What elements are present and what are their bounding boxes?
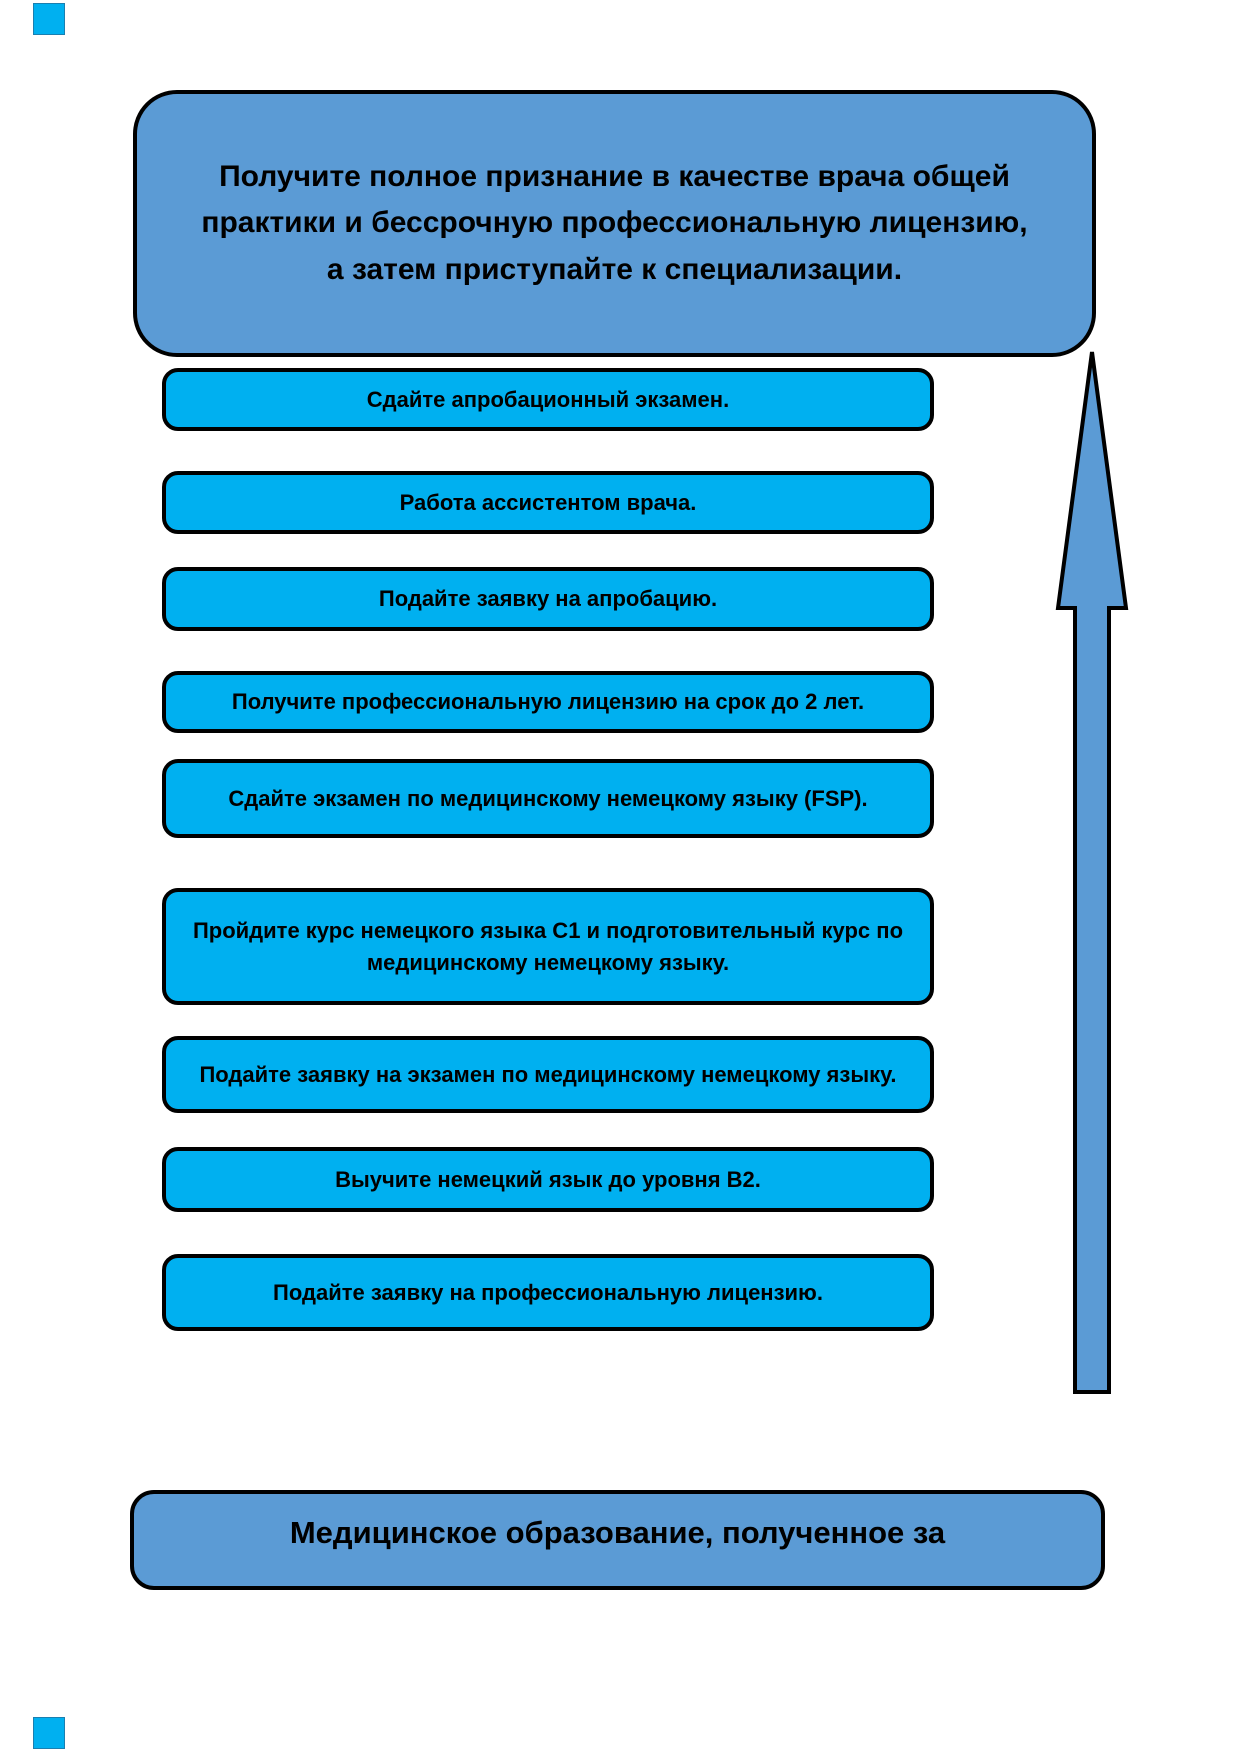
step-label: Получите профессиональную лицензию на срок до 2 лет. <box>231 689 865 715</box>
up-arrow-icon <box>1054 348 1130 1396</box>
step-label: Работа ассистентом врача. <box>399 489 697 515</box>
step-box-apply-for-approbation <box>162 567 934 631</box>
step-label: Подайте заявку на профессиональную лицензию. <box>273 1279 823 1305</box>
step-box-apply-for-license <box>162 1254 934 1331</box>
goal-label: Получите полное признание в качестве врача общей практики и бессрочную профессиональную лицензию, а затем приступайте к специализации. <box>201 159 1028 286</box>
step-label: Пройдите курс немецкого языка C1 и подготовительный курс по медицинскому немецкому языку. <box>192 917 904 975</box>
step-label: Сдайте экзамен по медицинскому немецкому языку (FSP). <box>228 785 868 811</box>
goal-box <box>133 90 1096 357</box>
step-box-work-as-assistant <box>162 471 934 534</box>
start-box <box>130 1490 1105 1590</box>
start-label: Медицинское образование, полученное за <box>289 1515 946 1550</box>
step-box-apply-for-fsp-exam <box>162 1036 934 1113</box>
step-label: Подайте заявку на экзамен по медицинскому немецкому языку. <box>199 1061 897 1087</box>
step-box-pass-fsp-exam <box>162 759 934 838</box>
step-box-pass-approbation-exam <box>162 368 934 431</box>
step-label: Подайте заявку на апробацию. <box>378 586 718 612</box>
step-label: Сдайте апробационный экзамен. <box>366 386 730 412</box>
step-box-learn-german-b2 <box>162 1147 934 1212</box>
step-label: Выучите немецкий язык до уровня B2. <box>335 1166 761 1192</box>
decorative-square-top-left <box>33 3 65 35</box>
step-box-c1-course <box>162 888 934 1005</box>
decorative-square-bottom-left <box>33 1717 65 1749</box>
step-box-get-2-year-license <box>162 671 934 733</box>
